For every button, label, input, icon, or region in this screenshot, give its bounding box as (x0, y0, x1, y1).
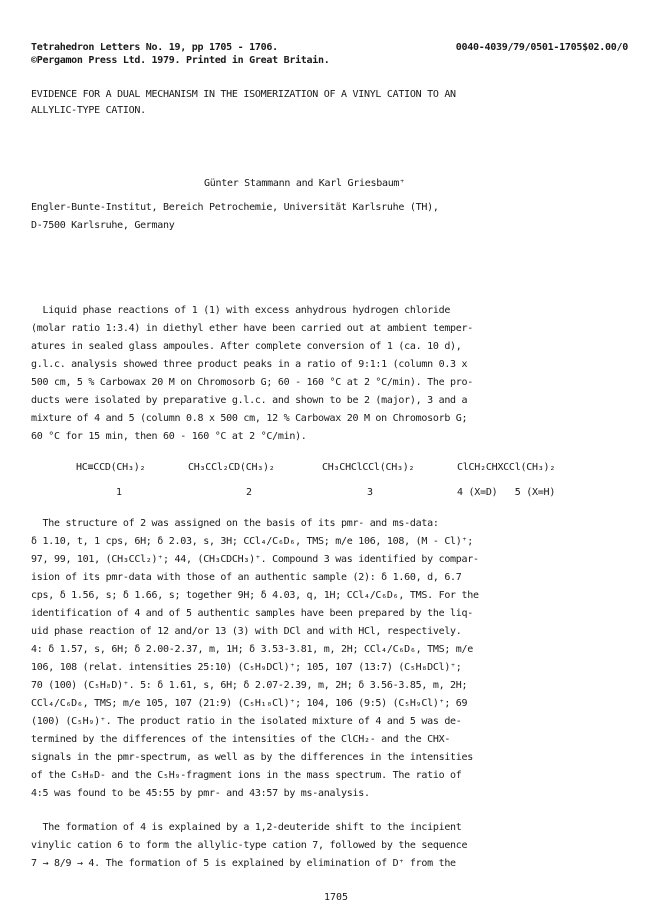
para2-line: of the C₅H₈D- and the C₅H₉-fragment ions in the mass spectrum. The ratio of (31, 770, 462, 781)
para1-line: atures in sealed glass ampoules. After complete conversion of 1 (ca. 10 d), (31, 341, 462, 352)
page-number: 1705 (323, 892, 349, 903)
para1-line: g.l.c. analysis showed three product peaks in a ratio of 9:1:1 (column 0.3 x (31, 359, 468, 370)
authors: Günter Stammann and Karl Griesbaum⁺ (204, 178, 405, 189)
compound-3-label: 3 (367, 487, 373, 498)
para2-line: signals in the pmr-spectrum, as well as by the differences in the intensities (31, 752, 474, 763)
para2-line: The structure of 2 was assigned on the basis of its pmr- and ms-data: (31, 518, 439, 529)
para2-line: (100) (C₅H₉)⁺. The product ratio in the isolated mixture of 4 and 5 was de- (31, 716, 462, 727)
para3-line: 7 → 8/9 → 4. The formation of 5 is explained by elimination of D⁺ from the (31, 858, 456, 869)
para3-line: vinylic cation 6 to form the allylic-type cation 7, followed by the sequence (31, 840, 468, 851)
para2-line: δ 1.10, t, 1 cps, 6H; δ 2.03, s, 3H; CCl₄/C₆D₆, TMS; m/e 106, 108, (M - Cl)⁺; (31, 536, 474, 547)
copyright-line: ©Pergamon Press Ltd. 1979. Printed in Great Britain. (31, 55, 330, 66)
journal-citation: Tetrahedron Letters No. 19, pp 1705 - 1706. (31, 42, 278, 53)
para3-line: The formation of 4 is explained by a 1,2-deuteride shift to the incipient (31, 822, 462, 833)
affiliation-line-1: Engler-Bunte-Institut, Bereich Petrochemie, Universität Karlsruhe (TH), (31, 202, 439, 213)
para2-line: uid phase reaction of 12 and/or 13 (3) with DCl and with HCl, respectively. (31, 626, 462, 637)
para2-line: CCl₄/C₆D₆, TMS; m/e 105, 107 (21:9) (C₅H₁₀Cl)⁺; 104, 106 (9:5) (C₅H₉Cl)⁺; 69 (31, 698, 468, 709)
para2-line: ision of its pmr-data with those of an authentic sample (2): δ 1.60, d, 6.7 (31, 572, 462, 583)
article-code: 0040-4039/79/0501-1705$02.00/0 (455, 42, 628, 53)
para1-line: 60 °C for 15 min, then 60 - 160 °C at 2 °C/min). (31, 431, 307, 442)
para2-line: cps, δ 1.56, s; δ 1.66, s; together 9H; δ 4.03, q, 1H; CCl₄/C₆D₆, TMS. For the (31, 590, 479, 601)
compound-4-formula: ClCH₂CHXCCl(CH₃)₂ (457, 462, 556, 473)
title-line-1: EVIDENCE FOR A DUAL MECHANISM IN THE ISOMERIZATION OF A VINYL CATION TO AN (31, 89, 456, 100)
para1-line: mixture of 4 and 5 (column 0.8 x 500 cm, 12 % Carbowax 20 M on Chromosorb G; (31, 413, 468, 424)
para2-line: 4:5 was found to be 45:55 by pmr- and 43:57 by ms-analysis. (31, 788, 370, 799)
compound-1-formula: HC≡CCD(CH₃)₂ (76, 462, 146, 473)
para1-line: ducts were isolated by preparative g.l.c. and shown to be 2 (major), 3 and a (31, 395, 468, 406)
para1-line: Liquid phase reactions of 1 (1) with excess anhydrous hydrogen chloride (31, 305, 451, 316)
para2-line: 106, 108 (relat. intensities 25:10) (C₅H₉DCl)⁺; 105, 107 (13:7) (C₅H₈DCl)⁺; (31, 662, 462, 673)
title-line-2: ALLYLIC-TYPE CATION. (31, 105, 146, 116)
compound-3-formula: CH₃CHClCCl(CH₃)₂ (322, 462, 415, 473)
compound-2-label: 2 (246, 487, 252, 498)
compound-1-label: 1 (116, 487, 122, 498)
para2-line: termined by the differences of the intensities of the ClCH₂- and the CHX- (31, 734, 451, 745)
para2-line: 4: δ 1.57, s, 6H; δ 2.00-2.37, m, 1H; δ 3.53-3.81, m, 2H; CCl₄/C₆D₆, TMS; m/e (31, 644, 474, 655)
para1-line: (molar ratio 1:3.4) in diethyl ether have been carried out at ambient temper- (31, 323, 474, 334)
compound-2-formula: CH₃CCl₂CD(CH₃)₂ (188, 462, 275, 473)
para2-line: 70 (100) (C₅H₈D)⁺. 5: δ 1.61, s, 6H; δ 2.07-2.39, m, 2H; δ 3.56-3.85, m, 2H; (31, 680, 468, 691)
compound-4-5-label: 4 (X=D) 5 (X=H) (457, 487, 556, 498)
para2-line: identification of 4 and of 5 authentic samples have been prepared by the liq- (31, 608, 474, 619)
para1-line: 500 cm, 5 % Carbowax 20 M on Chromosorb G; 60 - 160 °C at 2 °C/min). The pro- (31, 377, 474, 388)
affiliation-line-2: D-7500 Karlsruhe, Germany (31, 220, 175, 231)
para2-line: 97, 99, 101, (CH₃CCl₂)⁺; 44, (CH₃CDCH₃)⁺. Compound 3 was identified by compar- (31, 554, 479, 565)
